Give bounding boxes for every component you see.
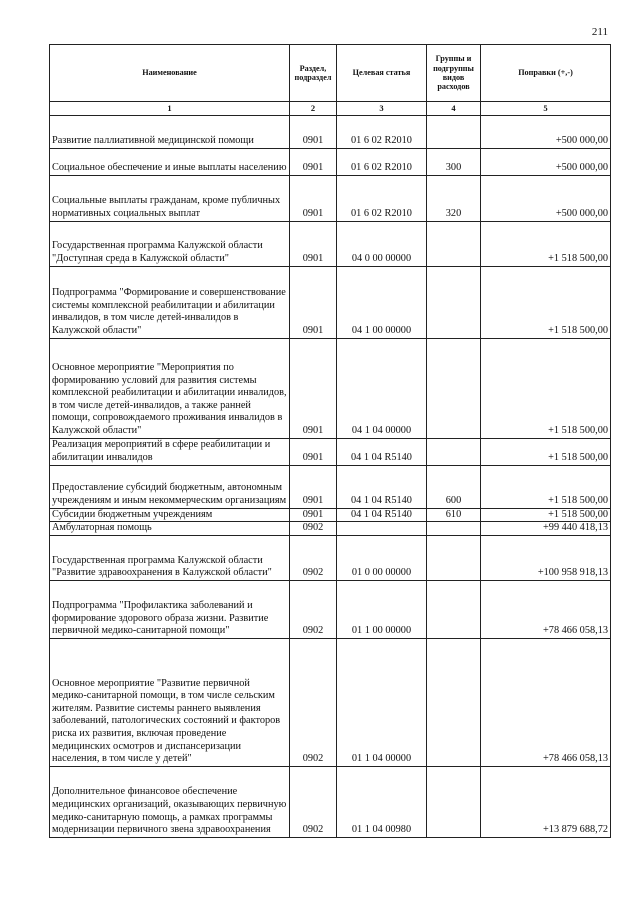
row-amount: +1 518 500,00 [481, 438, 611, 465]
table-row [50, 766, 611, 837]
row-amount: +1 518 500,00 [481, 221, 611, 266]
row-target: 04 1 04 R5140 [337, 438, 427, 465]
index-cell: 5 [481, 102, 611, 116]
row-target: 04 0 00 00000 [337, 221, 427, 266]
row-group [427, 638, 481, 766]
row-target: 01 0 00 00000 [337, 535, 427, 580]
row-group [427, 438, 481, 465]
row-section: 0901 [290, 115, 337, 148]
index-cell: 2 [290, 102, 337, 116]
row-name: Предоставление субсидий бюджетным, автономным учреждениям и иным некоммерческим организациям [50, 465, 290, 508]
row-section: 0902 [290, 522, 337, 536]
row-section: 0901 [290, 221, 337, 266]
row-section: 0902 [290, 638, 337, 766]
row-target [337, 522, 427, 536]
header-name: Наименование [50, 45, 290, 102]
row-section: 0901 [290, 508, 337, 522]
row-section: 0901 [290, 465, 337, 508]
row-group [427, 535, 481, 580]
table-row [50, 266, 611, 338]
row-target: 01 6 02 R2010 [337, 175, 427, 221]
header-row [50, 45, 611, 102]
row-name: Дополнительное финансовое обеспечение медицинских организаций, оказывающих первичную медико-санитарную помощь, а рамках программы модернизации первичного звена здравоохранения [50, 766, 290, 837]
row-target: 04 1 04 R5140 [337, 508, 427, 522]
row-target: 01 1 00 00000 [337, 580, 427, 638]
row-amount: +78 466 058,13 [481, 580, 611, 638]
row-target: 04 1 00 00000 [337, 266, 427, 338]
row-group [427, 580, 481, 638]
row-name: Подпрограмма "Формирование и совершенствование системы комплексной реабилитации и абилитации инвалидов, в том числе детей-инвалидов в Калужской области" [50, 266, 290, 338]
table-row [50, 535, 611, 580]
row-amount: +1 518 500,00 [481, 465, 611, 508]
row-name: Основное мероприятие "Мероприятия по формированию условий для развития системы комплексной реабилитации и абилитации инвалидов, в том числе детей-инвалидов, а также ранней помощи, сопровождаемого проживания инвалидов в Калужской области" [50, 338, 290, 438]
table-row [50, 465, 611, 508]
row-target: 04 1 04 00000 [337, 338, 427, 438]
table-row [50, 638, 611, 766]
row-name: Реализация мероприятий в сфере реабилитации и абилитации инвалидов [50, 438, 290, 465]
header-section: Раздел, подраздел [290, 45, 337, 102]
row-target: 01 6 02 R2010 [337, 115, 427, 148]
header-target: Целевая статья [337, 45, 427, 102]
row-target: 01 1 04 00000 [337, 638, 427, 766]
row-amount: +1 518 500,00 [481, 266, 611, 338]
row-amount: +1 518 500,00 [481, 508, 611, 522]
table-row [50, 338, 611, 438]
row-group: 600 [427, 465, 481, 508]
row-section: 0902 [290, 580, 337, 638]
row-name: Амбулаторная помощь [50, 522, 290, 536]
row-name: Социальное обеспечение и иные выплаты населению [50, 148, 290, 175]
table-row [50, 580, 611, 638]
row-group: 320 [427, 175, 481, 221]
row-section: 0901 [290, 175, 337, 221]
row-group [427, 266, 481, 338]
row-name: Социальные выплаты гражданам, кроме публичных нормативных социальных выплат [50, 175, 290, 221]
table-row [50, 221, 611, 266]
row-amount: +13 879 688,72 [481, 766, 611, 837]
header-groups: Группы и подгруппы видов расходов [427, 45, 481, 102]
row-section: 0902 [290, 535, 337, 580]
row-group [427, 766, 481, 837]
row-amount: +500 000,00 [481, 175, 611, 221]
row-target: 04 1 04 R5140 [337, 465, 427, 508]
row-section: 0901 [290, 338, 337, 438]
table-row [50, 175, 611, 221]
column-index-row [50, 102, 611, 116]
row-amount: +1 518 500,00 [481, 338, 611, 438]
row-name: Субсидии бюджетным учреждениям [50, 508, 290, 522]
row-target: 01 6 02 R2010 [337, 148, 427, 175]
row-section: 0901 [290, 148, 337, 175]
table-row [50, 508, 611, 522]
row-group: 610 [427, 508, 481, 522]
row-section: 0902 [290, 766, 337, 837]
row-amount: +500 000,00 [481, 148, 611, 175]
row-group [427, 522, 481, 536]
row-group: 300 [427, 148, 481, 175]
row-group [427, 115, 481, 148]
amendments-table [49, 44, 611, 838]
row-group [427, 338, 481, 438]
row-section: 0901 [290, 266, 337, 338]
row-name: Государственная программа Калужской области "Развитие здравоохранения в Калужской области" [50, 535, 290, 580]
row-group [427, 221, 481, 266]
row-name: Государственная программа Калужской области "Доступная среда в Калужской области" [50, 221, 290, 266]
index-cell: 1 [50, 102, 290, 116]
index-cell: 4 [427, 102, 481, 116]
row-section: 0901 [290, 438, 337, 465]
index-cell: 3 [337, 102, 427, 116]
row-name: Основное мероприятие "Развитие первичной медико-санитарной помощи, в том числе сельским жителям. Развитие системы раннего выявления заболеваний, патологических состояний и факторов риска их развития, включая проведение медицинских осмотров и диспансеризации населения, в том числе у детей" [50, 638, 290, 766]
table-row [50, 438, 611, 465]
table-row [50, 115, 611, 148]
row-amount: +99 440 418,13 [481, 522, 611, 536]
row-name: Подпрограмма "Профилактика заболеваний и формирование здорового образа жизни. Развитие первичной медико-санитарной помощи" [50, 580, 290, 638]
table-row [50, 522, 611, 536]
row-amount: +500 000,00 [481, 115, 611, 148]
table-row [50, 148, 611, 175]
row-target: 01 1 04 00980 [337, 766, 427, 837]
page-number: 211 [591, 26, 608, 38]
row-amount: +78 466 058,13 [481, 638, 611, 766]
row-name: Развитие паллиативной медицинской помощи [50, 115, 290, 148]
header-amendments: Поправки (+,-) [481, 45, 611, 102]
row-amount: +100 958 918,13 [481, 535, 611, 580]
